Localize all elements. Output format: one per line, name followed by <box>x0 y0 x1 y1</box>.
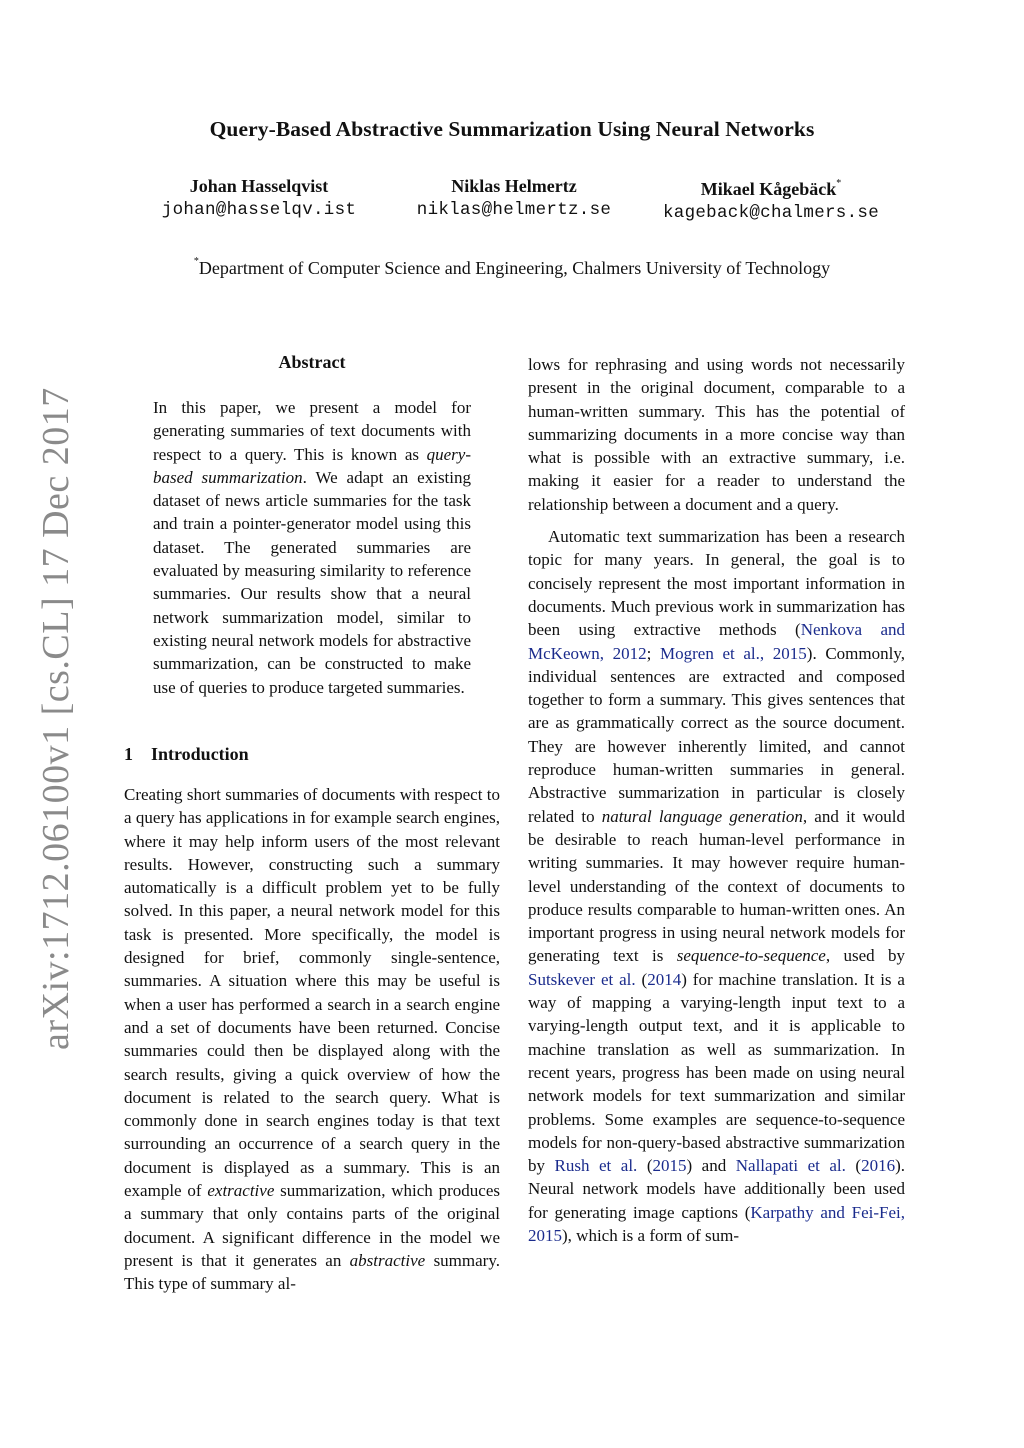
paper-title: Query-Based Abstractive Summarization Using Neural Networks <box>209 117 815 141</box>
paragraph: lows for rephrasing and using words not necessarily present in the original document, comparable to a human-written summary. This has the potential of summarizing documents in a more concise way than what is possible with an extractive summary, i.e. making it easier for a reader to understand the relationship between a document and a query. <box>528 355 905 514</box>
affiliation-mark: * <box>836 178 842 189</box>
citation-link[interactable]: 2015 <box>652 1156 687 1176</box>
citation-link[interactable]: 2016 <box>861 1156 896 1176</box>
section-title: Introduction <box>151 744 249 764</box>
citation-link[interactable]: Karpathy and Fei-Fei, 2015 <box>528 1202 906 1245</box>
citation-link[interactable]: Nallapati et al. <box>735 1156 846 1176</box>
citation-link[interactable]: Mogren et al., 2015 <box>660 643 807 663</box>
section-number: 1 <box>124 744 133 764</box>
author-block <box>384 174 644 222</box>
abstract-heading: Abstract <box>278 352 346 372</box>
author-email: kageback@chalmers.se <box>662 203 880 223</box>
citation-link[interactable]: 2014 <box>647 969 682 989</box>
author-name: Niklas Helmertz <box>451 176 577 196</box>
arxiv-identifier: arXiv:1712.06100v1 [cs.CL] 17 Dec 2017 <box>35 387 77 1050</box>
author-name: Mikael Kågebäck* <box>700 178 842 199</box>
intro-right-column <box>528 353 905 1247</box>
abstract-body: In this paper, we present a model for generating summaries of text documents with respect to a query. This is known as query-based summarization. We adapt an existing dataset of news article summaries for the task and train a pointer-generator model using this dataset. The generated summaries are evaluated by measuring similarity to reference summaries. Our results show that a neural network summarization model, similar to existing neural network models for abstractive summarization, can be constructed to make use of queries to produce targeted summaries. <box>153 398 471 697</box>
section-heading <box>124 744 249 765</box>
citation-link[interactable]: Nenkova and McKeown, 2012 <box>528 620 905 663</box>
author-block <box>129 174 389 222</box>
author-email: niklas@helmertz.se <box>416 200 612 220</box>
affiliation-mark: * <box>193 256 199 267</box>
author-email: johan@hasselqv.ist <box>161 200 357 220</box>
affiliation: *Department of Computer Science and Engineering, Chalmers University of Technology <box>193 256 831 278</box>
author-name: Johan Hasselqvist <box>189 176 329 196</box>
citation-link[interactable]: Rush et al. <box>554 1156 638 1176</box>
intro-left-column: Creating short summaries of documents with respect to a query has applications in for example search engines, where it may help inform users of the most relevant results. However, constructing such a summary automatically is a difficult problem yet to be fully solved. In this paper, a neural network model for this task is presented. More specifically, the model is designed for brief, commonly single-sentence, summaries. A situation where this may be useful is when a user has performed a search in a search engine and a set of documents have been returned. Concise summaries could then be displayed along with the search results, giving a quick overview of how the document is related to the search query. What is commonly done in search engines today is that text surrounding an occurrence of a search query in the document is displayed as a summary. This is an example of extractive summarization, which produces a summary that only contains parts of the original document. A significant difference in the model we present is that it generates an abstractive summary. This type of summary al- <box>124 785 500 1294</box>
citation-link[interactable]: Sutskever et al. <box>528 969 636 989</box>
paragraph: Automatic text summarization has been a research topic for many years. In general, the goal is to concisely represent the most important information in documents. Much previous work in summarization has been using extractive methods (Nenkova and McKeown, 2012; Mogren et al., 2015). Commonly, individual sentences are extracted and composed together to form a summary. This gives sentences that are as grammatically correct as the source document. They are however inherently limited, and cannot reproduce human-written summaries in general. Abstractive summarization in particular is closely related to natural language generation, and it would be desirable to reach human-level performance in writing summaries. It may however require human-level understanding of the context of documents to produce results comparable to human-written ones. An important progress in using neural network models for generating text is sequence-to-sequence, used by Sutskever et al. (2014) for machine translation. It is a way of mapping a varying-length input text to a varying-length output text, and it is applicable to machine translation as well as summarization. In recent years, progress has been made on using neural network models for text summarization and similar problems. Some examples are sequence-to-sequence models for non-query-based abstractive summarization by Rush et al. (2015) and Nallapati et al. (2016). Neural network models have additionally been used for generating image captions (Karpathy and Fei-Fei, 2015), which is a form of sum- <box>528 527 906 1245</box>
author-block <box>641 174 901 225</box>
